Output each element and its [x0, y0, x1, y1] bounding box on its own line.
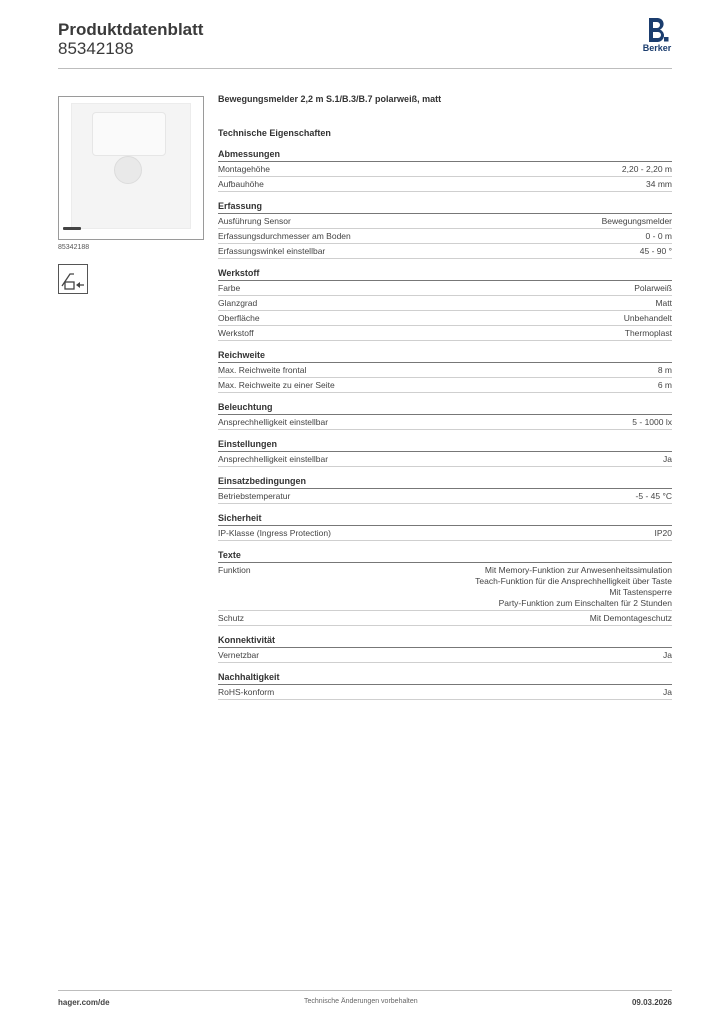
- sensor-lens: [114, 156, 142, 184]
- property-section: [218, 267, 672, 341]
- property-value: [625, 328, 672, 339]
- property-row: [218, 685, 672, 700]
- property-section: [218, 671, 672, 700]
- footer-website: hager.com/de: [58, 998, 110, 1007]
- property-value: [663, 687, 672, 698]
- property-value: [655, 528, 673, 539]
- property-value-line: Ja: [663, 650, 672, 660]
- berker-b-icon: [640, 16, 674, 44]
- property-label: Funktion: [218, 565, 251, 575]
- property-value-line: Mit Tastensperre: [609, 587, 672, 597]
- property-value: [658, 380, 672, 391]
- property-row: [218, 452, 672, 467]
- property-value-line: Thermoplast: [624, 328, 672, 338]
- property-section: [218, 549, 672, 626]
- property-value-line: 0 - 0 m: [645, 231, 672, 241]
- property-label: RoHS-konform: [218, 687, 275, 697]
- property-value: [602, 216, 672, 227]
- property-value: [640, 246, 672, 257]
- property-value: [632, 417, 672, 428]
- property-row: [218, 611, 672, 626]
- product-name: Bewegungsmelder 2,2 m S.1/B.3/B.7 polarweiß, matt: [218, 94, 442, 104]
- property-label: Werkstoff: [218, 328, 254, 338]
- property-value-line: Ja: [663, 687, 672, 697]
- property-label: IP-Klasse (Ingress Protection): [218, 528, 331, 538]
- tech-properties-heading: Technische Eigenschaften: [218, 128, 331, 138]
- section-title: Beleuchtung: [218, 401, 672, 415]
- section-title: Reichweite: [218, 349, 672, 363]
- property-row: [218, 489, 672, 504]
- property-label: Aufbauhöhe: [218, 179, 264, 189]
- property-value-line: Teach-Funktion für die Ansprechhelligkeit über Taste: [475, 576, 672, 586]
- section-title: Abmessungen: [218, 148, 672, 162]
- property-row: [218, 244, 672, 259]
- footer-divider: [58, 990, 672, 991]
- property-section: [218, 438, 672, 467]
- page-title: Produktdatenblatt: [58, 20, 204, 39]
- property-value-line: 2,20 - 2,20 m: [621, 164, 672, 174]
- property-value: [663, 454, 672, 465]
- property-label: Ansprechhelligkeit einstellbar: [218, 417, 329, 427]
- property-label: Erfassungsdurchmesser am Boden: [218, 231, 351, 241]
- section-title: Einsatzbedingungen: [218, 475, 672, 489]
- property-row: [218, 229, 672, 244]
- property-row: [218, 378, 672, 393]
- property-row: [218, 648, 672, 663]
- property-row: [218, 296, 672, 311]
- property-value-line: 5 - 1000 lx: [632, 417, 672, 427]
- property-value: [634, 283, 672, 294]
- property-value-line: 6 m: [657, 380, 672, 390]
- section-title: Konnektivität: [218, 634, 672, 648]
- property-value: [646, 231, 672, 242]
- property-section: [218, 512, 672, 541]
- brand-logo: [640, 16, 674, 56]
- property-value-line: 8 m: [657, 365, 672, 375]
- scale-icon: [63, 227, 81, 230]
- property-row: [218, 363, 672, 378]
- property-value: [658, 365, 672, 376]
- section-title: Werkstoff: [218, 267, 672, 281]
- property-label: Max. Reichweite zu einer Seite: [218, 380, 335, 390]
- property-label: Farbe: [218, 283, 241, 293]
- sensor-window: [92, 112, 166, 156]
- property-label: Schutz: [218, 613, 244, 623]
- property-value-line: 34 mm: [646, 179, 672, 189]
- property-value-line: Mit Demontageschutz: [589, 613, 672, 623]
- footer-notice: Technische Änderungen vorbehalten: [304, 998, 418, 1005]
- property-row: [218, 214, 672, 229]
- property-section: [218, 634, 672, 663]
- property-value: [624, 313, 672, 324]
- property-value: [622, 164, 672, 175]
- property-section: [218, 148, 672, 192]
- property-row: [218, 326, 672, 341]
- section-title: Sicherheit: [218, 512, 672, 526]
- property-value-line: 45 - 90 °: [639, 246, 672, 256]
- property-row: [218, 563, 672, 611]
- property-value-line: Bewegungsmelder: [601, 216, 672, 226]
- cover-plate: [71, 103, 191, 229]
- property-value-line: Ja: [663, 454, 672, 464]
- section-title: Texte: [218, 549, 672, 563]
- property-label: Ausführung Sensor: [218, 216, 291, 226]
- property-value: [655, 298, 672, 309]
- section-title: Erfassung: [218, 200, 672, 214]
- product-image: [58, 96, 204, 240]
- property-section: [218, 401, 672, 430]
- property-section: [218, 200, 672, 259]
- property-row: [218, 311, 672, 326]
- property-label: Ansprechhelligkeit einstellbar: [218, 454, 329, 464]
- property-row: [218, 177, 672, 192]
- property-label: Montagehöhe: [218, 164, 270, 174]
- datasheet-content: [218, 94, 672, 708]
- property-value: [475, 565, 672, 609]
- article-number: 85342188: [58, 39, 134, 58]
- property-label: Betriebstemperatur: [218, 491, 291, 501]
- property-label: Erfassungswinkel einstellbar: [218, 246, 326, 256]
- property-label: Max. Reichweite frontal: [218, 365, 307, 375]
- property-value: [590, 613, 672, 624]
- section-title: Einstellungen: [218, 438, 672, 452]
- footer-date: 09.03.2026: [631, 998, 672, 1007]
- property-label: Glanzgrad: [218, 298, 258, 308]
- property-value-line: Matt: [655, 298, 672, 308]
- side-article-number: 85342188: [58, 244, 90, 251]
- section-title: Nachhaltigkeit: [218, 671, 672, 685]
- property-section: [218, 349, 672, 393]
- property-section: [218, 475, 672, 504]
- logo-text: Berker: [642, 43, 672, 53]
- property-value: [646, 179, 672, 190]
- property-value-line: Polarweiß: [634, 283, 672, 293]
- property-value-line: IP20: [654, 528, 672, 538]
- property-label: Vernetzbar: [218, 650, 260, 660]
- property-value-line: Party-Funktion zum Einschalten für 2 Stunden: [498, 598, 672, 608]
- property-label: Oberfläche: [218, 313, 260, 323]
- property-value-line: Mit Memory-Funktion zur Anwesenheitssimulation: [484, 565, 672, 575]
- property-value-line: -5 - 45 °C: [635, 491, 672, 501]
- property-value: [636, 491, 672, 502]
- property-sections: [218, 148, 672, 700]
- property-row: [218, 281, 672, 296]
- property-row: [218, 162, 672, 177]
- header-divider: [58, 68, 672, 69]
- mounting-icon: [58, 264, 88, 294]
- property-row: [218, 526, 672, 541]
- property-value: [663, 650, 672, 661]
- property-value-line: Unbehandelt: [623, 313, 672, 323]
- property-row: [218, 415, 672, 430]
